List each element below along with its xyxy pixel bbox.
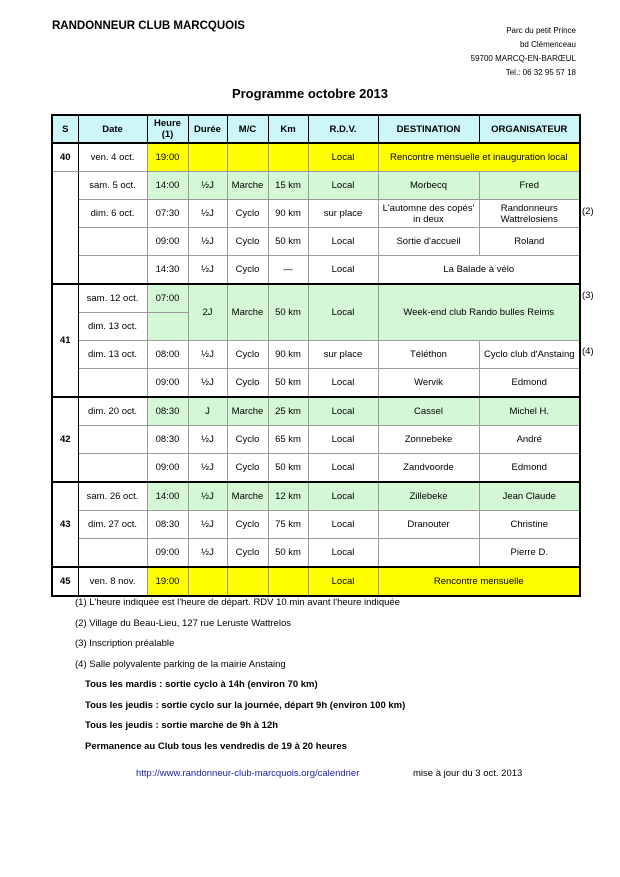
week-number: 43 [52,482,78,567]
km-cell: 12 km [268,482,308,511]
km-cell: 50 km [268,454,308,483]
time-cell: 07:00 [147,284,188,313]
header-km: Km [268,115,308,143]
time-cell: 19:00 [147,567,188,596]
date-cell [78,454,147,483]
destination-cell [378,539,479,568]
header-time-note: (1) [161,129,174,140]
destination-cell: Zandvoorde [378,454,479,483]
header-week: S [52,115,78,143]
mc-cell: Marche [227,482,268,511]
week-number: 45 [52,567,78,596]
mc-cell: Marche [227,172,268,200]
announcement: Tous les mardis : sortie cyclo à 14h (environ 70 km) [85,679,318,690]
footnote: (4) Salle polyvalente parking de la mairie Anstaing [75,658,286,670]
mc-cell: Cyclo [227,539,268,568]
mc-cell: Cyclo [227,426,268,454]
duration-cell: ½J [188,228,227,256]
km-cell: 75 km [268,511,308,539]
duration-cell: ½J [188,454,227,483]
organizer-cell: Pierre D. [479,539,580,568]
table-row [52,511,580,539]
destination-cell: Zonnebeke [378,426,479,454]
header-organizer: ORGANISATEUR [479,115,580,143]
mc-cell: Cyclo [227,454,268,483]
duration-cell: ½J [188,511,227,539]
mc-cell [227,143,268,172]
time-cell: 09:00 [147,454,188,483]
week-number: 40 [52,143,78,172]
destination-cell: Rencontre mensuelle [378,567,580,596]
date-cell: dim. 20 oct. [78,397,147,426]
organizer-cell: Randonneurs Wattrelosiens [479,200,580,228]
rdv-cell: Local [308,454,378,483]
duration-cell: ½J [188,539,227,568]
rdv-cell: Local [308,482,378,511]
km-cell: 50 km [268,284,308,341]
week-number: 42 [52,397,78,482]
mc-cell: Marche [227,284,268,341]
side-note: (4) [582,346,594,357]
club-address [454,24,576,80]
km-cell: 90 km [268,200,308,228]
duration-cell: ½J [188,482,227,511]
date-cell [78,256,147,285]
destination-cell: Téléthon [378,341,479,369]
header-destination: DESTINATION [378,115,479,143]
address-line: bd Clémenceau [519,40,576,49]
side-note: (2) [582,206,594,217]
calendar-link[interactable]: http://www.randonneur-club-marcquois.org/calendrier [136,768,360,779]
time-cell: 09:00 [147,228,188,256]
destination-cell: Cassel [378,397,479,426]
duration-cell [188,567,227,596]
rdv-cell: Local [308,426,378,454]
time-cell: 09:00 [147,539,188,568]
date-cell [78,539,147,568]
header-date: Date [78,115,147,143]
rdv-cell: Local [308,228,378,256]
km-cell: 50 km [268,369,308,398]
mc-cell: Cyclo [227,341,268,369]
header-mc: M/C [227,115,268,143]
time-cell: 14:30 [147,256,188,285]
organizer-cell: Edmond [479,369,580,398]
address-line: 59700 MARCQ-EN-BARŒUL [470,54,576,63]
date-cell: dim. 13 oct. [78,341,147,369]
time-cell [147,313,188,341]
header-time [147,115,188,143]
date-cell: sam. 5 oct. [78,172,147,200]
destination-cell: Sortie d'accueil [378,228,479,256]
date-cell: sam. 12 oct. [78,284,147,313]
header-duration: Durée [188,115,227,143]
table-row [52,567,580,596]
club-name: RANDONNEUR CLUB MARCQUOIS [52,20,245,32]
time-cell: 09:00 [147,369,188,398]
km-cell: — [268,256,308,285]
table-row [52,284,580,313]
km-cell [268,143,308,172]
table-row [52,172,580,200]
date-cell: sam. 26 oct. [78,482,147,511]
announcement: Tous les jeudis : sortie marche de 9h à 12h [85,720,279,731]
mc-cell: Cyclo [227,369,268,398]
km-cell: 25 km [268,397,308,426]
header-rdv: R.D.V. [308,115,378,143]
duration-cell: ½J [188,172,227,200]
destination-cell: Dranouter [378,511,479,539]
time-cell: 08:30 [147,511,188,539]
header-time-label: Heure [154,118,181,129]
table-row [52,143,580,172]
table-row [52,369,580,398]
date-cell: dim. 27 oct. [78,511,147,539]
rdv-cell: Local [308,284,378,341]
duration-cell: J [188,397,227,426]
mc-cell: Cyclo [227,511,268,539]
announcement: Permanence au Club tous les vendredis de 19 à 20 heures [85,740,347,752]
rdv-cell: sur place [308,200,378,228]
km-cell: 15 km [268,172,308,200]
organizer-cell: Fred [479,172,580,200]
table-row [52,397,580,426]
rdv-cell: sur place [308,341,378,369]
rdv-cell: Local [308,511,378,539]
time-cell: 14:00 [147,172,188,200]
table-row [52,454,580,483]
destination-cell: Morbecq [378,172,479,200]
km-cell: 50 km [268,228,308,256]
rdv-cell: Local [308,143,378,172]
rdv-cell: Local [308,397,378,426]
organizer-cell: Roland [479,228,580,256]
km-cell: 65 km [268,426,308,454]
table-row [52,200,580,228]
page-title: Programme octobre 2013 [231,86,389,101]
organizer-cell: André [479,426,580,454]
km-cell: 90 km [268,341,308,369]
table-row [52,539,580,568]
mc-cell: Cyclo [227,256,268,285]
destination-cell: Rencontre mensuelle et inauguration local [378,143,580,172]
organizer-cell: Jean Claude [479,482,580,511]
organizer-cell: Christine [479,511,580,539]
destination-cell: Week-end club Rando bulles Reims [378,284,580,341]
program-table [51,114,581,597]
week-number: 41 [52,284,78,397]
date-cell [78,369,147,398]
mc-cell: Cyclo [227,200,268,228]
side-note: (3) [582,290,594,301]
table-header-row [52,115,580,143]
table-row [52,341,580,369]
rdv-cell: Local [308,172,378,200]
duration-cell: ½J [188,341,227,369]
duration-cell: ½J [188,200,227,228]
date-cell: dim. 13 oct. [78,313,147,341]
organizer-cell: Cyclo club d'Anstaing [479,341,580,369]
table-row [52,426,580,454]
duration-cell [188,143,227,172]
mc-cell [227,567,268,596]
time-cell: 07:30 [147,200,188,228]
rdv-cell: Local [308,539,378,568]
time-cell: 08:30 [147,426,188,454]
time-cell: 14:00 [147,482,188,511]
organizer-cell: Edmond [479,454,580,483]
km-cell [268,567,308,596]
date-cell: dim. 6 oct. [78,200,147,228]
destination-cell: Wervik [378,369,479,398]
time-cell: 08:00 [147,341,188,369]
km-cell: 50 km [268,539,308,568]
duration-cell: ½J [188,256,227,285]
footnotes [75,597,405,761]
footnote: (2) Village du Beau-Lieu, 127 rue Leruste Wattrelos [75,617,291,629]
table-row [52,228,580,256]
date-cell: ven. 4 oct. [78,143,147,172]
time-cell: 08:30 [147,397,188,426]
table-row [52,256,580,285]
duration-cell: ½J [188,426,227,454]
destination-cell: L'automne des copés' in deux [378,200,479,228]
address-phone: Tel.: 06 32 95 57 18 [505,68,576,77]
week-number [52,172,78,285]
duration-cell: ½J [188,369,227,398]
destination-cell: Zillebeke [378,482,479,511]
time-cell: 19:00 [147,143,188,172]
table-row [52,482,580,511]
destination-cell: La Balade à vélo [378,256,580,285]
mc-cell: Marche [227,397,268,426]
rdv-cell: Local [308,369,378,398]
footnote: (3) Inscription préalable [75,638,175,649]
announcement: Tous les jeudis : sortie cyclo sur la journée, départ 9h (environ 100 km) [85,699,406,711]
organizer-cell: Michel H. [479,397,580,426]
date-cell: ven. 8 nov. [78,567,147,596]
update-date: mise à jour du 3 oct. 2013 [413,768,523,779]
rdv-cell: Local [308,256,378,285]
address-line: Parc du petit Prince [506,26,576,35]
rdv-cell: Local [308,567,378,596]
date-cell [78,426,147,454]
date-cell [78,228,147,256]
footnote: (1) L'heure indiquée est l'heure de départ. RDV 10 min avant l'heure indiquée [75,597,400,608]
duration-cell: 2J [188,284,227,341]
mc-cell: Cyclo [227,228,268,256]
